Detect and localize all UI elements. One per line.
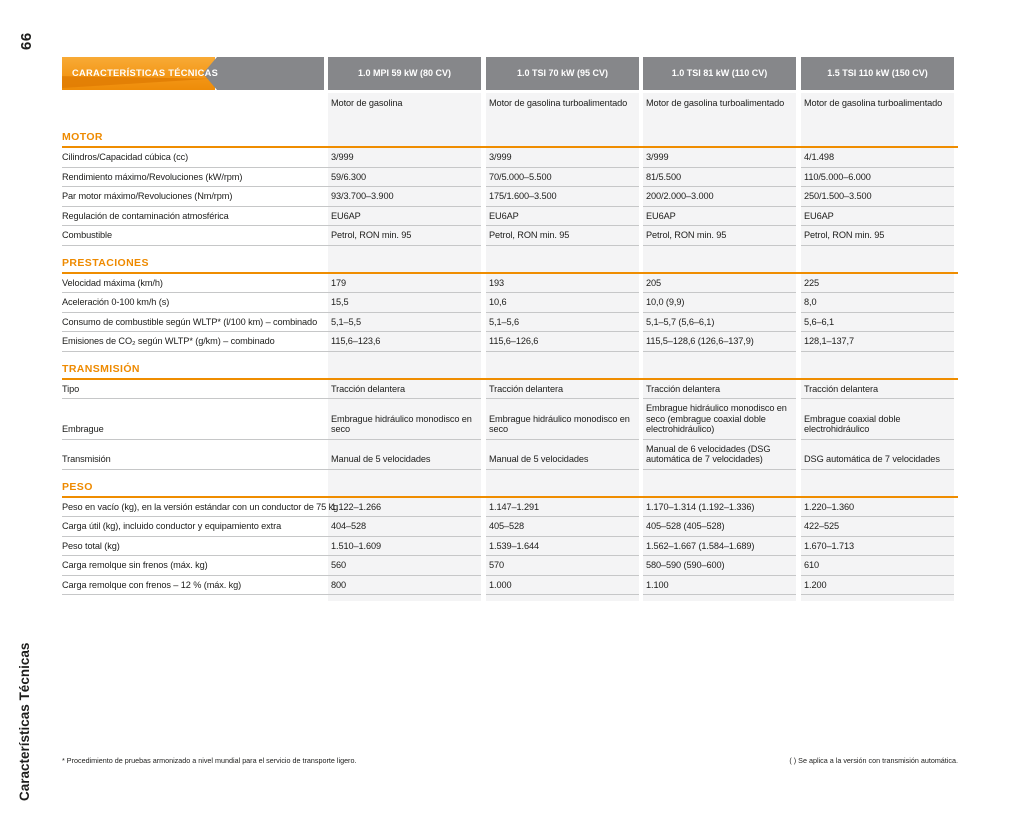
cell-value: 200/2.000–3.000 <box>643 187 796 207</box>
table-row <box>62 380 958 400</box>
cell-value: EU6AP <box>328 207 481 227</box>
row-label: Combustible <box>62 226 328 246</box>
table-row <box>62 148 958 168</box>
column-header-engine-4: 1.5 TSI 110 kW (150 CV) <box>801 57 954 90</box>
row-label: Par motor máximo/Revoluciones (Nm/rpm) <box>62 187 328 207</box>
row-label: Peso en vacío (kg), en la versión estándar con un conductor de 75 kg <box>62 498 328 518</box>
cell-value: Petrol, RON min. 95 <box>643 226 796 246</box>
spec-table <box>62 57 958 601</box>
cell-value: Manual de 6 velocidades (DSG automática de 7 velocidades) <box>643 440 796 470</box>
cell-value: 1.220–1.360 <box>801 498 954 518</box>
column-subtitle-4: Motor de gasolina turboalimentado <box>804 98 943 108</box>
cell-value: 93/3.700–3.900 <box>328 187 481 207</box>
column-subtitle-2: Motor de gasolina turboalimentado <box>489 98 628 108</box>
cell-value: 4/1.498 <box>801 148 954 168</box>
footnote-automatic: ( ) Se aplica a la versión con transmisión automática. <box>789 756 958 765</box>
cell-value: 1.000 <box>486 576 639 596</box>
cell-value: 580–590 (590–600) <box>643 556 796 576</box>
cell-value: 225 <box>801 274 954 294</box>
table-row <box>62 517 958 537</box>
cell-value: EU6AP <box>801 207 954 227</box>
column-subtitle-1: Motor de gasolina <box>331 98 403 108</box>
cell-value: 179 <box>328 274 481 294</box>
cell-value: Tracción delantera <box>486 380 639 400</box>
cell-value: Tracción delantera <box>801 380 954 400</box>
cell-value: Manual de 5 velocidades <box>486 450 639 470</box>
footnote-wltp: * Procedimiento de pruebas armonizado a nivel mundial para el servicio de transporte ligero. <box>62 756 357 765</box>
table-row <box>62 168 958 188</box>
cell-value: 560 <box>328 556 481 576</box>
cell-value: 128,1–137,7 <box>801 332 954 352</box>
row-label: Embrague <box>62 420 328 440</box>
cell-value: Tracción delantera <box>643 380 796 400</box>
cell-value: 800 <box>328 576 481 596</box>
table-row <box>62 440 958 470</box>
column-header-engine-3: 1.0 TSI 81 kW (110 CV) <box>643 57 796 90</box>
subtitle-spacer <box>62 94 328 102</box>
cell-value: 1.539–1.644 <box>486 537 639 557</box>
cell-value: 81/5.500 <box>643 168 796 188</box>
row-label: Carga remolque sin frenos (máx. kg) <box>62 556 328 576</box>
table-header-row <box>62 57 958 90</box>
cell-value: 1.200 <box>801 576 954 596</box>
cell-value: 70/5.000–5.500 <box>486 168 639 188</box>
cell-value: 115,6–126,6 <box>486 332 639 352</box>
column-header-engine-1: 1.0 MPI 59 kW (80 CV) <box>328 57 481 90</box>
table-row <box>62 207 958 227</box>
cell-value: 115,6–123,6 <box>328 332 481 352</box>
cell-value: 3/999 <box>328 148 481 168</box>
cell-value: 1.170–1.314 (1.192–1.336) <box>643 498 796 518</box>
cell-value: 610 <box>801 556 954 576</box>
section-title-peso: PESO <box>62 480 93 493</box>
cell-value: EU6AP <box>486 207 639 227</box>
cell-value: 1.100 <box>643 576 796 596</box>
table-row <box>62 226 958 246</box>
side-title: Características Técnicas <box>17 642 32 801</box>
row-label: Rendimiento máximo/Revoluciones (kW/rpm) <box>62 168 328 188</box>
cell-value: Embrague hidráulico monodisco en seco (embrague coaxial doble electrohidráulico) <box>643 399 796 440</box>
cell-value: 1.147–1.291 <box>486 498 639 518</box>
cell-value: Embrague coaxial doble electrohidráulico <box>801 410 954 440</box>
table-row <box>62 313 958 333</box>
table-row <box>62 293 958 313</box>
table-row <box>62 498 958 518</box>
cell-value: 110/5.000–6.000 <box>801 168 954 188</box>
page-number: 66 <box>18 32 35 50</box>
cell-value: Embrague hidráulico monodisco en seco <box>328 410 481 440</box>
row-label: Cilindros/Capacidad cúbica (cc) <box>62 148 328 168</box>
cell-value: 1.562–1.667 (1.584–1.689) <box>643 537 796 557</box>
cell-value: DSG automática de 7 velocidades <box>801 450 954 470</box>
cell-value: Petrol, RON min. 95 <box>486 226 639 246</box>
section-title-prestaciones: PRESTACIONES <box>62 256 149 269</box>
cell-value: 3/999 <box>486 148 639 168</box>
cell-value: 1.510–1.609 <box>328 537 481 557</box>
row-label: Carga útil (kg), incluido conductor y equipamiento extra <box>62 517 328 537</box>
cell-value: 8,0 <box>801 293 954 313</box>
cell-value: 5,6–6,1 <box>801 313 954 333</box>
cell-value: 5,1–5,5 <box>328 313 481 333</box>
table-row <box>62 399 958 440</box>
cell-value: 5,1–5,7 (5,6–6,1) <box>643 313 796 333</box>
row-label: Emisiones de CO₂ según WLTP* (g/km) – combinado <box>62 332 328 352</box>
ribbon-gray-backing <box>203 57 324 90</box>
cell-value: 10,0 (9,9) <box>643 293 796 313</box>
cell-value: 115,5–128,6 (126,6–137,9) <box>643 332 796 352</box>
section-title-transmisión: TRANSMISIÓN <box>62 362 140 375</box>
row-label: Tipo <box>62 380 328 400</box>
column-subtitle-row <box>62 90 958 120</box>
cell-value: 10,6 <box>486 293 639 313</box>
cell-value: 59/6.300 <box>328 168 481 188</box>
row-label: Regulación de contaminación atmosférica <box>62 207 328 227</box>
cell-value: 193 <box>486 274 639 294</box>
cell-value: Embrague hidráulico monodisco en seco <box>486 410 639 440</box>
cell-value: 175/1.600–3.500 <box>486 187 639 207</box>
cell-value: 405–528 <box>486 517 639 537</box>
cell-value: Petrol, RON min. 95 <box>801 226 954 246</box>
ribbon-title: CARACTERÍSTICAS TÉCNICAS <box>72 68 219 78</box>
row-label: Consumo de combustible según WLTP* (l/100 km) – combinado <box>62 313 328 333</box>
cell-value: 205 <box>643 274 796 294</box>
cell-value: 15,5 <box>328 293 481 313</box>
cell-value: 405–528 (405–528) <box>643 517 796 537</box>
table-row <box>62 187 958 207</box>
row-label: Aceleración 0-100 km/h (s) <box>62 293 328 313</box>
table-row <box>62 576 958 596</box>
cell-value: Manual de 5 velocidades <box>328 450 481 470</box>
table-row <box>62 537 958 557</box>
cell-value: 1.122–1.266 <box>328 498 481 518</box>
cell-value: 404–528 <box>328 517 481 537</box>
section-title-motor: MOTOR <box>62 131 103 143</box>
table-row <box>62 556 958 576</box>
column-subtitle-3: Motor de gasolina turboalimentado <box>646 98 785 108</box>
row-label: Peso total (kg) <box>62 537 328 557</box>
cell-value: 1.670–1.713 <box>801 537 954 557</box>
table-row <box>62 274 958 294</box>
row-label: Velocidad máxima (km/h) <box>62 274 328 294</box>
table-body <box>62 90 958 601</box>
cell-value: 5,1–5,6 <box>486 313 639 333</box>
cell-value: 570 <box>486 556 639 576</box>
column-header-engine-2: 1.0 TSI 70 kW (95 CV) <box>486 57 639 90</box>
row-label: Transmisión <box>62 450 328 470</box>
cell-value: EU6AP <box>643 207 796 227</box>
cell-value: 3/999 <box>643 148 796 168</box>
cell-value: Petrol, RON min. 95 <box>328 226 481 246</box>
cell-value: Tracción delantera <box>328 380 481 400</box>
table-row <box>62 332 958 352</box>
cell-value: 250/1.500–3.500 <box>801 187 954 207</box>
cell-value: 422–525 <box>801 517 954 537</box>
row-label: Carga remolque con frenos – 12 % (máx. kg) <box>62 576 328 596</box>
